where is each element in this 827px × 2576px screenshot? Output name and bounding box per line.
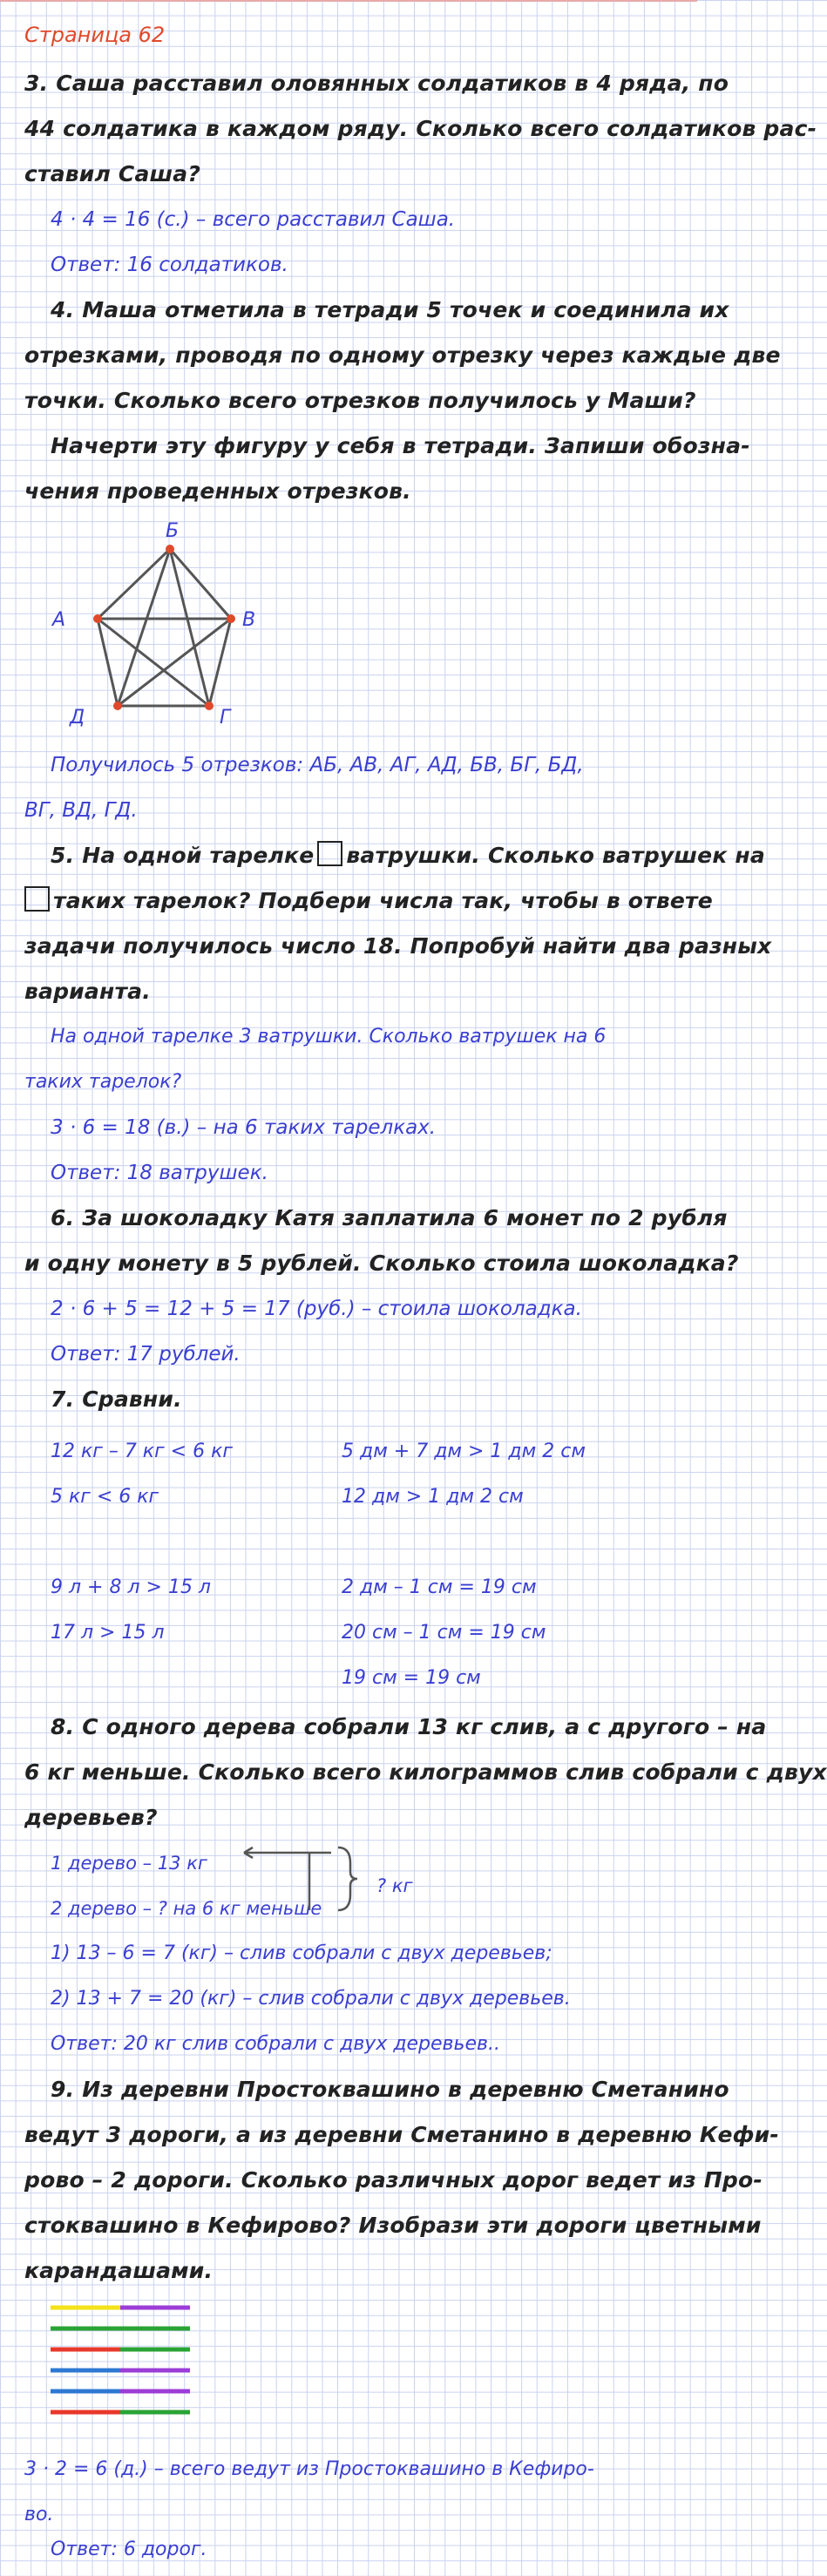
task8-question-line-1: 8. С одного дерева собрали 13 кг слив, а с другого – на — [51, 1714, 767, 1739]
task9-question-line-3: рово – 2 дороги. Сколько различных дорог ведет из Про- — [24, 2167, 763, 2193]
task7-left-3: 9 л + 8 л > 15 л — [51, 1576, 211, 1598]
label-g: Г — [220, 707, 231, 729]
task6-question-line-2: и одну монету в 5 рублей. Сколько стоила шоколадка? — [24, 1251, 739, 1276]
task9-solution-line-1: 3 · 2 = 6 (д.) – всего ведут из Простоквашино в Кефиро- — [24, 2458, 594, 2480]
task5-question-part-c: таких тарелок? Подбери числа так, чтобы в ответе — [53, 888, 713, 913]
label-v: В — [242, 609, 256, 631]
task8-question-line-3: деревьев? — [24, 1805, 158, 1830]
task9-question-line-5: карандашами. — [24, 2258, 214, 2283]
task4-question-line-1: 4. Маша отметила в тетради 5 точек и соединила их — [51, 297, 729, 322]
curly-brace-icon — [338, 1847, 357, 1910]
empty-box-icon — [317, 841, 342, 866]
task8-answer: Ответ: 20 кг слив собрали с двух деревьев.. — [51, 2033, 500, 2055]
task8-step-1: 1) 13 – 6 = 7 (кг) – слив собрали с двух деревьев; — [51, 1942, 552, 1964]
task4-instruction-line-1: Начерти эту фигуру у себя в тетради. Запиши обозна- — [51, 433, 750, 458]
roads-drawing — [51, 2301, 199, 2423]
task7-question: 7. Сравни. — [51, 1386, 182, 1412]
task5-question-part-b: ватрушки. Сколько ватрушек на — [346, 843, 765, 868]
task8-scheme-arrows — [235, 1846, 366, 1915]
task9-question-line-4: стоквашино в Кефирово? Изобрази эти дороги цветными — [24, 2213, 762, 2238]
point-d — [113, 702, 122, 710]
task4-instruction-line-2: чения проведенных отрезков. — [24, 478, 411, 504]
task5-solution: 3 · 6 = 18 (в.) – на 6 таких тарелках. — [51, 1116, 437, 1139]
task7-right-1: 5 дм + 7 дм > 1 дм 2 см — [342, 1441, 586, 1462]
task9-question-line-1: 9. Из деревни Простоквашино в деревню Сметанино — [51, 2077, 729, 2102]
task3-question-line-3: ставил Саша? — [24, 161, 201, 186]
task9-solution-line-2: во. — [24, 2504, 54, 2525]
task4-answer-line-2: ВГ, ВД, ГД. — [24, 799, 138, 822]
task8-scheme-total: ? кг — [376, 1875, 413, 1896]
task7-right-2: 12 дм > 1 дм 2 см — [342, 1486, 524, 1508]
empty-box-icon — [24, 886, 50, 912]
task7-left-4: 17 л > 15 л — [51, 1622, 165, 1644]
label-d: Д — [70, 707, 85, 729]
top-margin-line — [0, 0, 697, 2]
task3-solution: 4 · 4 = 16 (с.) – всего расставил Саша. — [51, 208, 456, 231]
task9-answer: Ответ: 6 дорог. — [51, 2539, 207, 2560]
point-a — [93, 614, 102, 623]
task6-question-line-1: 6. За шоколадку Катя заплатила 6 монет по 2 рубля — [51, 1205, 728, 1230]
point-g — [205, 702, 214, 710]
page-title: Страница 62 — [24, 23, 166, 47]
task6-answer: Ответ: 17 рублей. — [51, 1343, 241, 1366]
task9-question-line-2: ведут 3 дороги, а из деревни Сметанино в деревню Кефи- — [24, 2122, 779, 2147]
task7-left-1: 12 кг – 7 кг < 6 кг — [51, 1441, 233, 1462]
task8-step-2: 2) 13 + 7 = 20 (кг) – слив собрали с двух деревьев. — [51, 1988, 571, 2010]
task3-question-line-2: 44 солдатика в каждом ряду. Сколько всего солдатиков рас- — [24, 116, 817, 141]
task7-right-5: 19 см = 19 см — [342, 1667, 481, 1689]
task6-solution: 2 · 6 + 5 = 12 + 5 = 17 (руб.) – стоила шоколадка. — [51, 1298, 582, 1320]
segments — [98, 549, 231, 706]
task8-scheme-line-2: 2 дерево – ? на 6 кг меньше — [51, 1898, 322, 1919]
task5-variant-line-1: На одной тарелке 3 ватрушки. Сколько ватрушек на 6 — [51, 1026, 607, 1047]
task4-answer-line-1: Получилось 5 отрезков: АБ, АВ, АГ, АД, БВ, БГ, БД, — [51, 754, 584, 776]
point-b — [166, 545, 174, 553]
task4-question-line-3: точки. Сколько всего отрезков получилось у Маши? — [24, 388, 696, 413]
task5-question-line-2 — [24, 878, 713, 924]
task5-question-line-1 — [51, 833, 765, 878]
task8-scheme-line-1: 1 дерево – 13 кг — [51, 1853, 207, 1874]
task8-question-line-2: 6 кг меньше. Сколько всего килограммов слив собрали с двух — [24, 1759, 827, 1785]
task7-right-3: 2 дм – 1 см = 19 см — [342, 1576, 537, 1598]
label-b: Б — [166, 520, 180, 542]
task3-question-line-1: 3. Саша расставил оловянных солдатиков в 4 ряда, по — [24, 71, 729, 96]
label-a: А — [52, 609, 66, 631]
task5-question-part-a: 5. На одной тарелке — [51, 843, 315, 868]
point-v — [227, 614, 235, 623]
task5-variant-line-2: таких тарелок? — [24, 1071, 182, 1093]
task3-answer: Ответ: 16 солдатиков. — [51, 254, 288, 276]
task5-question-line-4: варианта. — [24, 979, 151, 1004]
task5-answer: Ответ: 18 ватрушек. — [51, 1162, 268, 1184]
pentagon-figure — [35, 514, 288, 732]
task4-question-line-2: отрезками, проводя по одному отрезку через каждые две — [24, 342, 781, 368]
task5-question-line-3: задачи получилось число 18. Попробуй найти два разных — [24, 933, 772, 959]
task7-left-2: 5 кг < 6 кг — [51, 1486, 159, 1508]
task7-right-4: 20 см – 1 см = 19 см — [342, 1622, 546, 1644]
